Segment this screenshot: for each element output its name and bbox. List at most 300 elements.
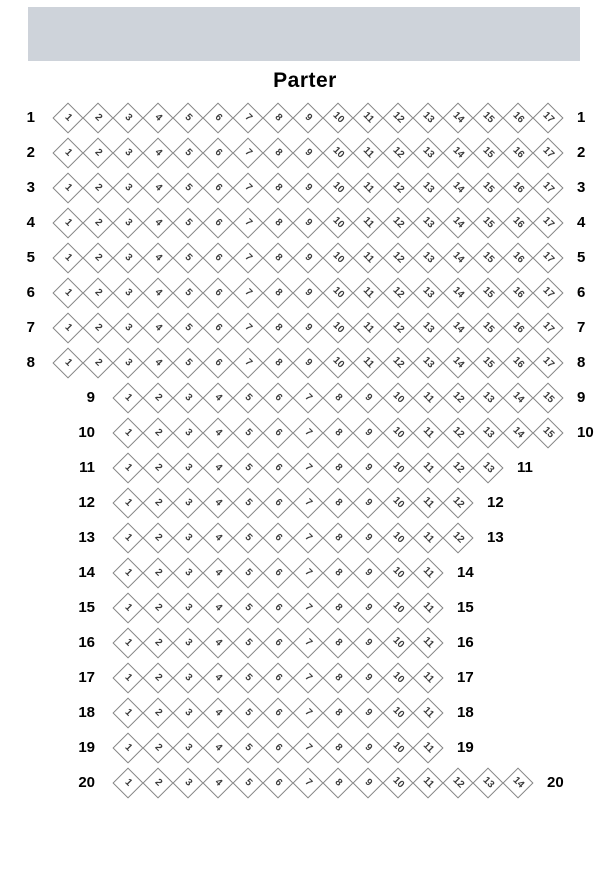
seat-row19-2[interactable] — [142, 732, 173, 763]
seat-row14-7[interactable] — [292, 557, 323, 588]
seat-row2-14[interactable] — [442, 137, 473, 168]
seat-number: 1 — [122, 741, 135, 754]
seat-row6-8[interactable] — [262, 277, 293, 308]
seat-row19-3[interactable] — [172, 732, 203, 763]
seat-row14-10[interactable] — [382, 557, 413, 588]
seat-row5-7[interactable] — [232, 242, 263, 273]
seat-row8-11[interactable] — [352, 347, 383, 378]
seat-row20-7[interactable] — [292, 767, 323, 798]
seat-row5-6[interactable] — [202, 242, 233, 273]
seat-number: 3 — [182, 391, 195, 404]
seat-row5-8[interactable] — [262, 242, 293, 273]
seat-row12-12[interactable] — [442, 487, 473, 518]
seat-row3-8[interactable] — [262, 172, 293, 203]
seat-row13-9[interactable] — [352, 522, 383, 553]
seat-row6-7[interactable] — [232, 277, 263, 308]
seat-row4-17[interactable] — [532, 207, 563, 238]
seat-row12-9[interactable] — [352, 487, 383, 518]
seat-row12-1[interactable] — [112, 487, 143, 518]
seat-row16-9[interactable] — [352, 627, 383, 658]
seat-row2-6[interactable] — [202, 137, 233, 168]
seat-row5-1[interactable] — [52, 242, 83, 273]
row-label-right-18: 18 — [457, 704, 474, 721]
seat-row1-7[interactable] — [232, 102, 263, 133]
seat-row1-14[interactable] — [442, 102, 473, 133]
seat-row8-8[interactable] — [262, 347, 293, 378]
seat-row4-16[interactable] — [502, 207, 533, 238]
seat-row17-8[interactable] — [322, 662, 353, 693]
seat-row15-6[interactable] — [262, 592, 293, 623]
seat-row4-11[interactable] — [352, 207, 383, 238]
seat-row13-4[interactable] — [202, 522, 233, 553]
seat-row8-16[interactable] — [502, 347, 533, 378]
seat-row20-11[interactable] — [412, 767, 443, 798]
seat-row6-14[interactable] — [442, 277, 473, 308]
seat-row15-3[interactable] — [172, 592, 203, 623]
seat-row3-15[interactable] — [472, 172, 503, 203]
seat-row9-10[interactable] — [382, 382, 413, 413]
seat-row5-16[interactable] — [502, 242, 533, 273]
seat-row17-10[interactable] — [382, 662, 413, 693]
seat-row4-2[interactable] — [82, 207, 113, 238]
seat-row18-11[interactable] — [412, 697, 443, 728]
seat-row3-5[interactable] — [172, 172, 203, 203]
seat-number: 2 — [152, 461, 165, 474]
seat-row16-3[interactable] — [172, 627, 203, 658]
seat-row5-5[interactable] — [172, 242, 203, 273]
seat-row9-13[interactable] — [472, 382, 503, 413]
seat-row3-9[interactable] — [292, 172, 323, 203]
seat-row18-6[interactable] — [262, 697, 293, 728]
seat-row7-3[interactable] — [112, 312, 143, 343]
seat-row20-1[interactable] — [112, 767, 143, 798]
seat-row4-1[interactable] — [52, 207, 83, 238]
seat-row11-5[interactable] — [232, 452, 263, 483]
seat-row2-9[interactable] — [292, 137, 323, 168]
seat-row2-2[interactable] — [82, 137, 113, 168]
seat-row5-3[interactable] — [112, 242, 143, 273]
seat-row5-17[interactable] — [532, 242, 563, 273]
seat-row11-4[interactable] — [202, 452, 233, 483]
seat-row7-12[interactable] — [382, 312, 413, 343]
seat-row15-7[interactable] — [292, 592, 323, 623]
seat-row18-2[interactable] — [142, 697, 173, 728]
seat-row8-2[interactable] — [82, 347, 113, 378]
seat-row20-6[interactable] — [262, 767, 293, 798]
seat-row7-11[interactable] — [352, 312, 383, 343]
seat-row3-11[interactable] — [352, 172, 383, 203]
seat-row6-17[interactable] — [532, 277, 563, 308]
seat-row14-1[interactable] — [112, 557, 143, 588]
seat-row17-6[interactable] — [262, 662, 293, 693]
seat-row14-6[interactable] — [262, 557, 293, 588]
seat-row16-10[interactable] — [382, 627, 413, 658]
seat-row11-10[interactable] — [382, 452, 413, 483]
seat-row5-11[interactable] — [352, 242, 383, 273]
seat-row8-17[interactable] — [532, 347, 563, 378]
seat-row11-12[interactable] — [442, 452, 473, 483]
seat-row16-4[interactable] — [202, 627, 233, 658]
seat-row6-10[interactable] — [322, 277, 353, 308]
seat-row16-6[interactable] — [262, 627, 293, 658]
seat-row4-4[interactable] — [142, 207, 173, 238]
seat-row19-4[interactable] — [202, 732, 233, 763]
seat-row20-13[interactable] — [472, 767, 503, 798]
seat-row11-2[interactable] — [142, 452, 173, 483]
seat-row6-4[interactable] — [142, 277, 173, 308]
seat-row10-3[interactable] — [172, 417, 203, 448]
seat-row11-8[interactable] — [322, 452, 353, 483]
seat-row15-4[interactable] — [202, 592, 233, 623]
seat-row16-7[interactable] — [292, 627, 323, 658]
seat-row10-12[interactable] — [442, 417, 473, 448]
seat-row7-5[interactable] — [172, 312, 203, 343]
seat-row10-7[interactable] — [292, 417, 323, 448]
seat-row5-14[interactable] — [442, 242, 473, 273]
seat-row13-2[interactable] — [142, 522, 173, 553]
seat-row13-6[interactable] — [262, 522, 293, 553]
seat-row5-13[interactable] — [412, 242, 443, 273]
seat-row12-7[interactable] — [292, 487, 323, 518]
seat-row1-2[interactable] — [82, 102, 113, 133]
seat-row3-4[interactable] — [142, 172, 173, 203]
seat-row7-10[interactable] — [322, 312, 353, 343]
seat-row2-11[interactable] — [352, 137, 383, 168]
seat-row10-2[interactable] — [142, 417, 173, 448]
seat-row1-11[interactable] — [352, 102, 383, 133]
seat-row14-5[interactable] — [232, 557, 263, 588]
seat-row18-10[interactable] — [382, 697, 413, 728]
seat-row5-12[interactable] — [382, 242, 413, 273]
seat-row15-2[interactable] — [142, 592, 173, 623]
seat-row8-1[interactable] — [52, 347, 83, 378]
seat-row7-17[interactable] — [532, 312, 563, 343]
seat-row1-8[interactable] — [262, 102, 293, 133]
seat-row1-6[interactable] — [202, 102, 233, 133]
seat-row7-6[interactable] — [202, 312, 233, 343]
seat-row15-9[interactable] — [352, 592, 383, 623]
seat-number: 11 — [420, 705, 436, 721]
seat-row16-2[interactable] — [142, 627, 173, 658]
seat-row7-14[interactable] — [442, 312, 473, 343]
seat-row13-11[interactable] — [412, 522, 443, 553]
seat-row12-2[interactable] — [142, 487, 173, 518]
seat-row9-8[interactable] — [322, 382, 353, 413]
seat-row7-1[interactable] — [52, 312, 83, 343]
seat-row11-11[interactable] — [412, 452, 443, 483]
seat-row18-4[interactable] — [202, 697, 233, 728]
seat-row17-5[interactable] — [232, 662, 263, 693]
seat-row18-3[interactable] — [172, 697, 203, 728]
seat-row13-5[interactable] — [232, 522, 263, 553]
seat-row15-8[interactable] — [322, 592, 353, 623]
seat-row20-9[interactable] — [352, 767, 383, 798]
seat-row17-7[interactable] — [292, 662, 323, 693]
seat-row6-1[interactable] — [52, 277, 83, 308]
seat-row20-12[interactable] — [442, 767, 473, 798]
seat-row11-3[interactable] — [172, 452, 203, 483]
seat-row13-12[interactable] — [442, 522, 473, 553]
seat-row12-5[interactable] — [232, 487, 263, 518]
seat-row3-6[interactable] — [202, 172, 233, 203]
seat-row2-7[interactable] — [232, 137, 263, 168]
seat-row18-5[interactable] — [232, 697, 263, 728]
seat-row6-9[interactable] — [292, 277, 323, 308]
seat-row3-17[interactable] — [532, 172, 563, 203]
seat-row17-2[interactable] — [142, 662, 173, 693]
seat-row6-15[interactable] — [472, 277, 503, 308]
seat-row1-15[interactable] — [472, 102, 503, 133]
seat-row2-13[interactable] — [412, 137, 443, 168]
seat-row5-2[interactable] — [82, 242, 113, 273]
seat-row19-6[interactable] — [262, 732, 293, 763]
seat-row3-10[interactable] — [322, 172, 353, 203]
seat-row9-7[interactable] — [292, 382, 323, 413]
seat-row19-10[interactable] — [382, 732, 413, 763]
seat-number: 1 — [122, 706, 135, 719]
seat-row19-5[interactable] — [232, 732, 263, 763]
seat-row1-13[interactable] — [412, 102, 443, 133]
seat-row7-15[interactable] — [472, 312, 503, 343]
seat-row1-9[interactable] — [292, 102, 323, 133]
seat-row14-8[interactable] — [322, 557, 353, 588]
seat-row20-10[interactable] — [382, 767, 413, 798]
seat-row15-10[interactable] — [382, 592, 413, 623]
seat-number: 8 — [332, 601, 345, 614]
seat-row19-7[interactable] — [292, 732, 323, 763]
seat-row9-9[interactable] — [352, 382, 383, 413]
seat-row8-9[interactable] — [292, 347, 323, 378]
seat-row7-13[interactable] — [412, 312, 443, 343]
seat-row6-5[interactable] — [172, 277, 203, 308]
seat-row5-4[interactable] — [142, 242, 173, 273]
seat-row3-12[interactable] — [382, 172, 413, 203]
seat-row13-1[interactable] — [112, 522, 143, 553]
seat-row4-8[interactable] — [262, 207, 293, 238]
seat-row1-12[interactable] — [382, 102, 413, 133]
seat-row17-9[interactable] — [352, 662, 383, 693]
seat-number: 1 — [62, 111, 75, 124]
seat-row8-3[interactable] — [112, 347, 143, 378]
seat-number: 9 — [362, 776, 375, 789]
seat-number: 10 — [330, 109, 347, 126]
seat-row11-1[interactable] — [112, 452, 143, 483]
seat-row8-15[interactable] — [472, 347, 503, 378]
seat-row9-14[interactable] — [502, 382, 533, 413]
seat-row13-7[interactable] — [292, 522, 323, 553]
seat-row17-4[interactable] — [202, 662, 233, 693]
seat-row5-15[interactable] — [472, 242, 503, 273]
seat-row20-3[interactable] — [172, 767, 203, 798]
row-label-right-7: 7 — [577, 319, 586, 336]
seat-row3-1[interactable] — [52, 172, 83, 203]
seat-row16-8[interactable] — [322, 627, 353, 658]
seat-row8-13[interactable] — [412, 347, 443, 378]
seat-row14-4[interactable] — [202, 557, 233, 588]
seat-row10-14[interactable] — [502, 417, 533, 448]
seat-row4-5[interactable] — [172, 207, 203, 238]
seat-row2-15[interactable] — [472, 137, 503, 168]
seat-row1-10[interactable] — [322, 102, 353, 133]
seat-row2-12[interactable] — [382, 137, 413, 168]
seat-row1-17[interactable] — [532, 102, 563, 133]
seat-row8-6[interactable] — [202, 347, 233, 378]
seat-row8-14[interactable] — [442, 347, 473, 378]
seat-row3-16[interactable] — [502, 172, 533, 203]
seat-row7-16[interactable] — [502, 312, 533, 343]
seat-row13-8[interactable] — [322, 522, 353, 553]
seat-row4-3[interactable] — [112, 207, 143, 238]
seat-number: 11 — [420, 635, 436, 651]
seat-row2-8[interactable] — [262, 137, 293, 168]
seat-row20-2[interactable] — [142, 767, 173, 798]
seat-row12-3[interactable] — [172, 487, 203, 518]
seat-row6-13[interactable] — [412, 277, 443, 308]
seat-row10-8[interactable] — [322, 417, 353, 448]
seat-row4-15[interactable] — [472, 207, 503, 238]
seat-row17-11[interactable] — [412, 662, 443, 693]
seat-row11-9[interactable] — [352, 452, 383, 483]
seat-row20-4[interactable] — [202, 767, 233, 798]
seat-row16-1[interactable] — [112, 627, 143, 658]
seat-number: 2 — [152, 601, 165, 614]
seat-number: 3 — [182, 671, 195, 684]
seat-row13-3[interactable] — [172, 522, 203, 553]
seat-row8-10[interactable] — [322, 347, 353, 378]
seat-row5-9[interactable] — [292, 242, 323, 273]
seat-row2-3[interactable] — [112, 137, 143, 168]
seat-row9-1[interactable] — [112, 382, 143, 413]
seat-row2-4[interactable] — [142, 137, 173, 168]
seat-row9-3[interactable] — [172, 382, 203, 413]
seat-row10-13[interactable] — [472, 417, 503, 448]
seat-row10-5[interactable] — [232, 417, 263, 448]
seat-row9-6[interactable] — [262, 382, 293, 413]
seat-row15-5[interactable] — [232, 592, 263, 623]
seat-row20-5[interactable] — [232, 767, 263, 798]
seat-row14-3[interactable] — [172, 557, 203, 588]
seat-row18-9[interactable] — [352, 697, 383, 728]
seat-row4-12[interactable] — [382, 207, 413, 238]
seat-row19-9[interactable] — [352, 732, 383, 763]
seat-row4-9[interactable] — [292, 207, 323, 238]
seat-row1-4[interactable] — [142, 102, 173, 133]
seat-row20-14[interactable] — [502, 767, 533, 798]
seat-row3-3[interactable] — [112, 172, 143, 203]
seat-row6-6[interactable] — [202, 277, 233, 308]
seat-row9-12[interactable] — [442, 382, 473, 413]
seat-row4-14[interactable] — [442, 207, 473, 238]
seat-row6-12[interactable] — [382, 277, 413, 308]
seat-row1-5[interactable] — [172, 102, 203, 133]
seat-row7-8[interactable] — [262, 312, 293, 343]
seat-row2-5[interactable] — [172, 137, 203, 168]
seat-row9-11[interactable] — [412, 382, 443, 413]
seat-row4-6[interactable] — [202, 207, 233, 238]
seat-row10-15[interactable] — [532, 417, 563, 448]
seat-row3-7[interactable] — [232, 172, 263, 203]
seat-row12-6[interactable] — [262, 487, 293, 518]
seat-row18-7[interactable] — [292, 697, 323, 728]
seat-row5-10[interactable] — [322, 242, 353, 273]
seat-row4-10[interactable] — [322, 207, 353, 238]
seat-row8-5[interactable] — [172, 347, 203, 378]
seat-row10-6[interactable] — [262, 417, 293, 448]
seat-row9-2[interactable] — [142, 382, 173, 413]
seat-row6-16[interactable] — [502, 277, 533, 308]
seat-row3-14[interactable] — [442, 172, 473, 203]
seat-row18-8[interactable] — [322, 697, 353, 728]
seat-row7-4[interactable] — [142, 312, 173, 343]
seat-row14-11[interactable] — [412, 557, 443, 588]
seat-row7-7[interactable] — [232, 312, 263, 343]
seat-row4-7[interactable] — [232, 207, 263, 238]
seat-row9-15[interactable] — [532, 382, 563, 413]
seat-row14-2[interactable] — [142, 557, 173, 588]
seat-row12-4[interactable] — [202, 487, 233, 518]
seat-row18-1[interactable] — [112, 697, 143, 728]
seat-row8-12[interactable] — [382, 347, 413, 378]
seat-row19-1[interactable] — [112, 732, 143, 763]
seat-row11-7[interactable] — [292, 452, 323, 483]
seat-row10-9[interactable] — [352, 417, 383, 448]
seat-row10-10[interactable] — [382, 417, 413, 448]
seat-row10-11[interactable] — [412, 417, 443, 448]
seat-row19-11[interactable] — [412, 732, 443, 763]
seat-row20-8[interactable] — [322, 767, 353, 798]
seat-row8-7[interactable] — [232, 347, 263, 378]
row-label-left-9: 9 — [86, 389, 95, 406]
seat-row15-1[interactable] — [112, 592, 143, 623]
seat-row13-10[interactable] — [382, 522, 413, 553]
seat-row9-4[interactable] — [202, 382, 233, 413]
seat-row17-3[interactable] — [172, 662, 203, 693]
seat-row11-13[interactable] — [472, 452, 503, 483]
seat-row2-17[interactable] — [532, 137, 563, 168]
seat-row1-1[interactable] — [52, 102, 83, 133]
seat-row1-16[interactable] — [502, 102, 533, 133]
seat-row14-9[interactable] — [352, 557, 383, 588]
seat-row8-4[interactable] — [142, 347, 173, 378]
seat-row2-10[interactable] — [322, 137, 353, 168]
seat-row7-2[interactable] — [82, 312, 113, 343]
seat-row12-8[interactable] — [322, 487, 353, 518]
seat-row17-1[interactable] — [112, 662, 143, 693]
seat-row12-11[interactable] — [412, 487, 443, 518]
seat-row11-6[interactable] — [262, 452, 293, 483]
seat-row2-16[interactable] — [502, 137, 533, 168]
seat-row2-1[interactable] — [52, 137, 83, 168]
seat-number: 3 — [182, 426, 195, 439]
seat-row10-4[interactable] — [202, 417, 233, 448]
seat-row3-2[interactable] — [82, 172, 113, 203]
seat-row6-11[interactable] — [352, 277, 383, 308]
seat-row19-8[interactable] — [322, 732, 353, 763]
seat-row12-10[interactable] — [382, 487, 413, 518]
seat-number: 10 — [330, 144, 347, 161]
seat-row3-13[interactable] — [412, 172, 443, 203]
seat-row15-11[interactable] — [412, 592, 443, 623]
seat-row9-5[interactable] — [232, 382, 263, 413]
seat-row10-1[interactable] — [112, 417, 143, 448]
seat-row1-3[interactable] — [112, 102, 143, 133]
seat-row4-13[interactable] — [412, 207, 443, 238]
seat-row16-11[interactable] — [412, 627, 443, 658]
seat-row16-5[interactable] — [232, 627, 263, 658]
seat-row6-2[interactable] — [82, 277, 113, 308]
seat-row6-3[interactable] — [112, 277, 143, 308]
seat-row7-9[interactable] — [292, 312, 323, 343]
